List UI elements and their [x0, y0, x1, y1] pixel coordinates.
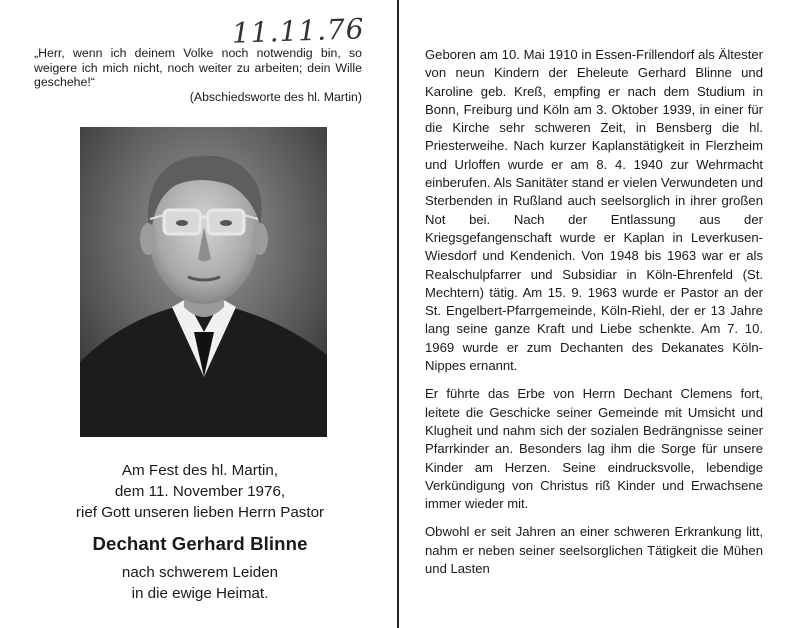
biography	[425, 46, 763, 578]
biography-paragraph-1: Geboren am 10. Mai 1910 in Essen-Frillendorf als Ältester von neun Kindern der Eheleute Gerhard Blinne und Karoline geb. Kreß, empfing er nach dem Studium in Bonn, Freiburg und Köln am 3. Oktober 1939, in einer für die Kirche sehr schweren Zeit, in Bensberg die hl. Priesterweihe. Nach kurzer Kaplanstätigkeit in Flerzheim und Urloffen wurde er am 8. 4. 1940 zur Wehrmacht einberufen. Als Sanitäter stand er vielen Verwundeten und Sterbenden in Rußland auch seelsorglich in ihrer großen Not bei. Nach der Entlassung aus der Kriegsgefangenschaft wurde er Kaplan in Leverkusen-Wiesdorf und Kendenich. Von 1948 bis 1963 war er als Realschulpfarrer und Subsidiar in Köln-Ehrenfeld (St. Mechtern) tätig. Am 15. 9. 1963 wurde er Pastor an der St. Engelbert-Pfarrgemeinde, Köln-Riehl, der er 13 Jahre lang seine ganze Kraft und Liebe schenkte. Am 7. 10. 1969 wurde er zum Dechanten des Dekanates Köln-Nippes ernannt.	[425, 47, 763, 374]
biography-paragraph-2: Er führte das Erbe von Herrn Dechant Clemens fort, leitete die Geschicke seiner Gemeinde mit Umsicht und Klugheit und nahm sich der sozialen Bedrängnisse seiner Pfarrkinder an. Besonders lag ihm die Sorge für unsere Kinder am Herzen. Seine eindrucksvolle, lebendige Verkündigung von Christus riß Kinder und Erwachsene immer wieder mit.	[425, 386, 763, 512]
announcement-line-2: dem 11. November 1976,	[114, 482, 286, 500]
quote-block	[34, 46, 362, 104]
portrait-drawing	[80, 127, 327, 437]
deceased-name: Dechant Gerhard Blinne	[92, 533, 308, 554]
announcement-closing	[30, 563, 370, 605]
announcement-line-4: nach schwerem Leiden	[121, 564, 279, 581]
biography-paragraph-3: Obwohl er seit Jahren an einer schweren Erkrankung litt, nahm er neben seiner seelsorglichen Tätigkeit die Mühen und Lasten	[425, 524, 763, 577]
portrait-photo	[80, 127, 327, 437]
column-divider	[397, 0, 399, 628]
announcement-line-1: Am Fest des hl. Martin,	[121, 462, 279, 479]
quote-text: „Herr, wenn ich deinem Volke noch notwendig bin, so weigere ich mich nicht, noch weiter zu arbeiten; dein Wille geschehe!“	[34, 46, 362, 90]
announcement-line-5: in die ewige Heimat.	[131, 584, 269, 602]
announcement-line-3: rief Gott unseren lieben Herrn Pastor	[75, 503, 325, 521]
quote-attribution: (Abschiedsworte des hl. Martin)	[189, 89, 362, 104]
handwritten-date: 11.11.76	[231, 12, 366, 50]
announcement	[30, 461, 370, 523]
